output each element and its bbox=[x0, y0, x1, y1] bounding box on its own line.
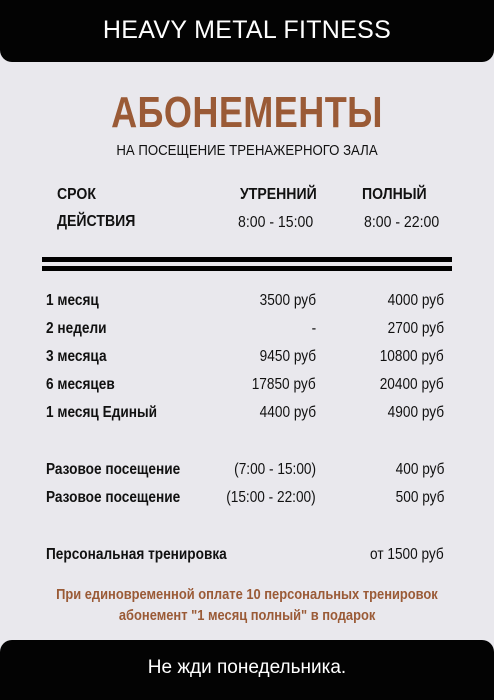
personal-training-price: от 1500 руб bbox=[370, 546, 444, 563]
single-visit-hours: (15:00 - 22:00) bbox=[226, 489, 316, 506]
single-visit-hours: (7:00 - 15:00) bbox=[234, 461, 316, 478]
brand-name: HEAVY METAL FITNESS bbox=[102, 16, 392, 44]
plan-morning-price: 3500 руб bbox=[259, 292, 316, 309]
plan-full-price: 4000 руб bbox=[387, 292, 444, 309]
plan-name: 1 месяц bbox=[46, 292, 99, 309]
plan-full-price: 10800 руб bbox=[380, 348, 444, 365]
divider-line-bottom bbox=[42, 266, 452, 271]
plan-name: 3 месяца bbox=[46, 348, 107, 365]
plan-morning-price: 9450 руб bbox=[259, 348, 316, 365]
plan-name: 2 недели bbox=[46, 320, 107, 337]
single-visit-price: 500 руб bbox=[395, 489, 444, 506]
plan-full-price: 2700 руб bbox=[387, 320, 444, 337]
bottom-banner bbox=[0, 640, 494, 700]
header-term-line2: ДЕЙСТВИЯ bbox=[57, 213, 136, 230]
plan-morning-price: - bbox=[311, 320, 316, 337]
header-morning-hours: 8:00 - 15:00 bbox=[238, 214, 314, 231]
top-banner bbox=[0, 0, 494, 62]
slogan: Не жди понедельника. bbox=[147, 657, 347, 678]
plan-name: 6 месяцев bbox=[46, 376, 115, 393]
header-full-hours: 8:00 - 22:00 bbox=[364, 214, 440, 231]
personal-training-label: Персональная тренировка bbox=[46, 546, 227, 563]
promo-line-1: При единовременной оплате 10 персональных тренировок bbox=[56, 586, 438, 603]
promo-line-2: абонемент "1 месяц полный" в подарок bbox=[118, 607, 376, 624]
page-title: АБОНЕМЕНТЫ bbox=[111, 88, 383, 137]
single-visit-price: 400 руб bbox=[395, 461, 444, 478]
single-visit-name: Разовое посещение bbox=[46, 461, 181, 478]
header-morning-label: УТРЕННИЙ bbox=[240, 186, 317, 203]
page-subtitle: НА ПОСЕЩЕНИЕ ТРЕНАЖЕРНОГО ЗАЛА bbox=[116, 142, 378, 159]
header-full-label: ПОЛНЫЙ bbox=[362, 186, 427, 203]
plan-full-price: 20400 руб bbox=[380, 376, 444, 393]
single-visit-name: Разовое посещение bbox=[46, 489, 181, 506]
divider-line-top bbox=[42, 257, 452, 262]
plan-morning-price: 17850 руб bbox=[252, 376, 316, 393]
plan-full-price: 4900 руб bbox=[387, 404, 444, 421]
plan-morning-price: 4400 руб bbox=[259, 404, 316, 421]
header-term-line1: СРОК bbox=[57, 186, 96, 203]
plan-name: 1 месяц Единый bbox=[46, 404, 158, 421]
